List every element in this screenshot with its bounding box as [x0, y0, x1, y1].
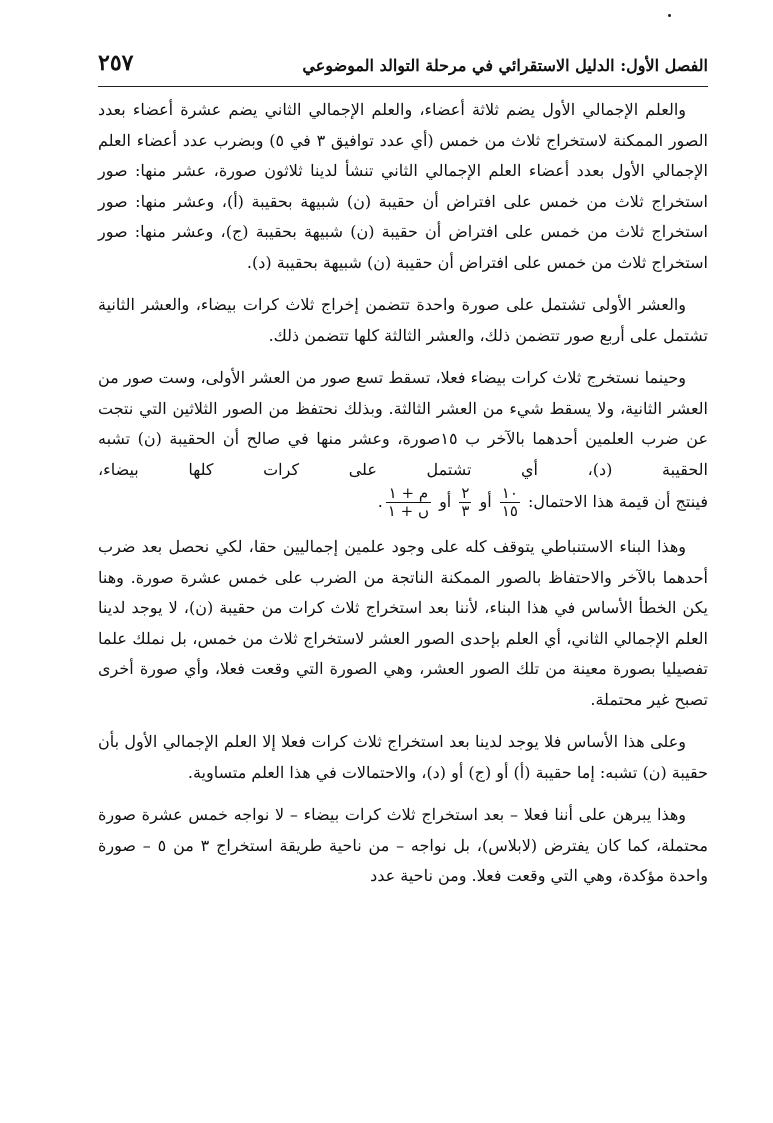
fraction-general	[386, 485, 431, 520]
header-rule	[98, 86, 708, 87]
scan-mark	[668, 14, 671, 17]
paragraph-1: والعلم الإجمالي الأول يضم ثلاثة أعضاء، والعلم الإجمالي الثاني يضم عشرة أعضاء بعدد الصور الممكنة لاستخراج ثلاث من خمس (أي عدد توافيق ٣ في ٥) وبضرب عدد أعضاء العلم الإجمالي الأول بعدد أعضاء العلم الإجمالي الثاني تنشأ لدينا ثلاثون صورة، عشر منها: صور استخراج ثلاث من خمس على افتراض أن حقيبة (ن) شبيهة بحقيبة (أ)، وعشر منها: صور استخراج ثلاث من خمس على افتراض أن حقيبة (ن) شبيهة بحقيبة (ج)، وعشر منها: صور استخراج ثلاث من خمس على افتراض أن حقيبة (ن) شبيهة بحقيبة (د).	[98, 100, 709, 272]
chapter-title: الفصل الأول: الدليل الاستقرائي في مرحلة التوالد الموضوعي	[302, 56, 708, 75]
page-number: ٢٥٧	[98, 50, 134, 76]
fraction-numerator: م + ١	[386, 485, 431, 503]
paragraph-3	[98, 363, 708, 520]
body-text	[98, 95, 708, 904]
paragraph-5: وعلى هذا الأساس فلا يوجد لدينا بعد استخراج ثلاث كرات فعلا إلا العلم الإجمالي الأول بأن حقيبة (ن) تشبه: إما حقيبة (أ) أو (ج) أو (د)، والاحتمالات في هذا العلم متساوية.	[98, 732, 708, 782]
fraction-denominator: ٣	[461, 502, 470, 520]
paragraph-6: وهذا يبرهن على أننا فعلا – بعد استخراج ثلاث كرات بيضاء – لا نواجه خمس عشرة صورة محتملة، كما كان يفترض (لابلاس)، بل نواجه – من ناحية طريقة استخراج ٣ من ٥ – صورة واحدة مؤكدة، وهي التي وقعت فعلا. ومن ناحية عدد	[98, 805, 708, 885]
formula-lead: فينتج أن قيمة هذا الاحتمال:	[527, 492, 708, 511]
paragraph-2: والعشر الأولى تشتمل على صورة واحدة تتضمن إخراج ثلاث كرات بيضاء، والعشر الثانية تشتمل على أربع صور تتضمن ذلك، والعشر الثالثة كلها تتضمن ذلك.	[98, 295, 708, 345]
formula-or: أو	[479, 492, 492, 511]
formula-end: .	[377, 492, 383, 511]
fraction-numerator: ١٠	[501, 484, 518, 502]
formula-or: أو	[439, 492, 452, 511]
fraction-denominator: ١٥	[501, 502, 518, 520]
fraction-numerator: ٢	[461, 484, 470, 502]
running-header	[98, 44, 708, 84]
paragraph-4: وهذا البناء الاستنباطي يتوقف كله على وجود علمين إجماليين حقا، لكي نحصل بعد ضرب أحدهما بالآخر والاحتفاظ بالصور الممكنة الناتجة من الضرب على خمس عشرة صورة. وهنا يكن الخطأ الأساس في هذا البناء، لأننا بعد استخراج ثلاث كرات من حقيبة (ن)، لا يوجد لدينا العلم الإجمالي الثاني، أي العلم بإحدى الصور العشر لاستخراج ثلاث من خمس، بل نملك علما تفصيليا بصورة معينة من تلك الصور العشر، وهي الصورة التي وقعت فعلا، وأي صورة أخرى تصبح غير محتملة.	[98, 537, 708, 709]
probability-formula	[377, 484, 708, 520]
fraction-two-thirds	[459, 485, 471, 520]
paragraph-3-text: وحينما نستخرج ثلاث كرات بيضاء فعلا، تسقط تسع صور من العشر الأولى، وست صور من العشر الثانية، ولا يسقط شيء من العشر الثالثة. وبذلك نحتفظ من الصور الثلاثين التي نتجت عن ضرب العلمين أحدهما بالآخر ب ١٥صورة، وعشر منها في صالح أن الحقيبة (ن) تشبه الحقيبة (د)، أي تشتمل على كرات كلها بيضاء،	[98, 368, 708, 479]
fraction-denominator: ں + ١	[387, 502, 429, 520]
fraction-ten-fifteenths	[500, 485, 520, 520]
